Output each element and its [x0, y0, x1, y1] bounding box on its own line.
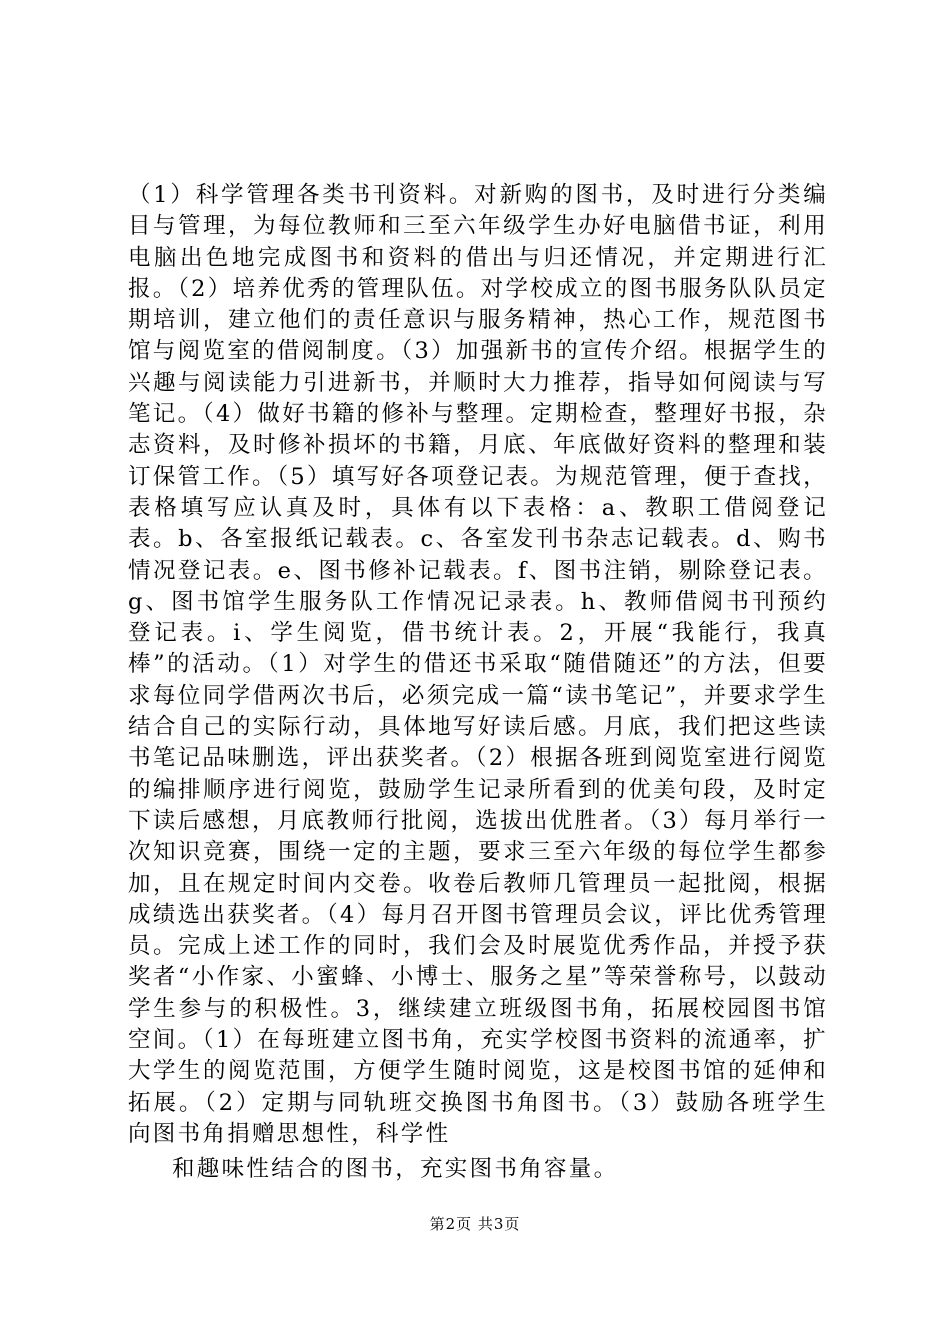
document-body: [128, 180, 828, 1186]
body-paragraph-continued: 和趣味性结合的图书，充实图书角容量。: [172, 1156, 619, 1183]
body-paragraph: （1）科学管理各类书刊资料。对新购的图书，及时进行分类编目与管理，为每位教师和三至六年级学生办好电脑借书证，利用电脑出色地完成图书和资料的借出与归还情况，并定期进行汇报。（2）培养优秀的管理队伍。对学校成立的图书服务队队员定期培训，建立他们的责任意识与服务精神，热心工作，规范图书馆与阅览室的借阅制度。（3）加强新书的宣传介绍。根据学生的兴趣与阅读能力引进新书，并顺时大力推荐，指导如何阅读与写笔记。（4）做好书籍的修补与整理。定期检查，整理好书报，杂志资料，及时修补损坏的书籍，月底、年底做好资料的整理和装订保管工作。（5）填写好各项登记表。为规范管理，便于查找，表格填写应认真及时，具体有以下表格：a、教职工借阅登记表。b、各室报纸记载表。c、各室发刊书杂志记载表。d、购书情况登记表。e、图书修补记载表。f、图书注销，剔除登记表。g、图书馆学生服务队工作情况记录表。h、教师借阅书刊预约登记表。i、学生阅览，借书统计表。2，开展“我能行，我真棒”的活动。（1）对学生的借还书采取“随借随还”的方法，但要求每位同学借两次书后，必须完成一篇“读书笔记”，并要求学生结合自己的实际行动，具体地写好读后感。月底，我们把这些读书笔记品味删选，评出获奖者。（2）根据各班到阅览室进行阅览的编排顺序进行阅览，鼓励学生记录所看到的优美句段，及时定下读后感想，月底教师行批阅，选拔出优胜者。（3）每月举行一次知识竞赛，围绕一定的主题，要求三至六年级的每位学生都参加，且在规定时间内交卷。收卷后教师几管理员一起批阅，根据成绩选出获奖者。（4）每月召开图书管理员会议，评比优秀管理员。完成上述工作的同时，我们会及时展览优秀作品，并授予获奖者“小作家、小蜜蜂、小博士、服务之星”等荣誉称号，以鼓动学生参与的积极性。3，继续建立班级图书角，拓展校园图书馆空间。（1）在每班建立图书角，充实学校图书资料的流通率，扩大学生的阅览范围，方便学生随时阅览，这是校图书馆的延伸和拓展。（2）定期与同轨班交换图书角图书。（3）鼓励各班学生向图书角捐赠思想性，科学性: [128, 182, 828, 1147]
page-number-footer: 第2页 共3页: [429, 1215, 521, 1233]
